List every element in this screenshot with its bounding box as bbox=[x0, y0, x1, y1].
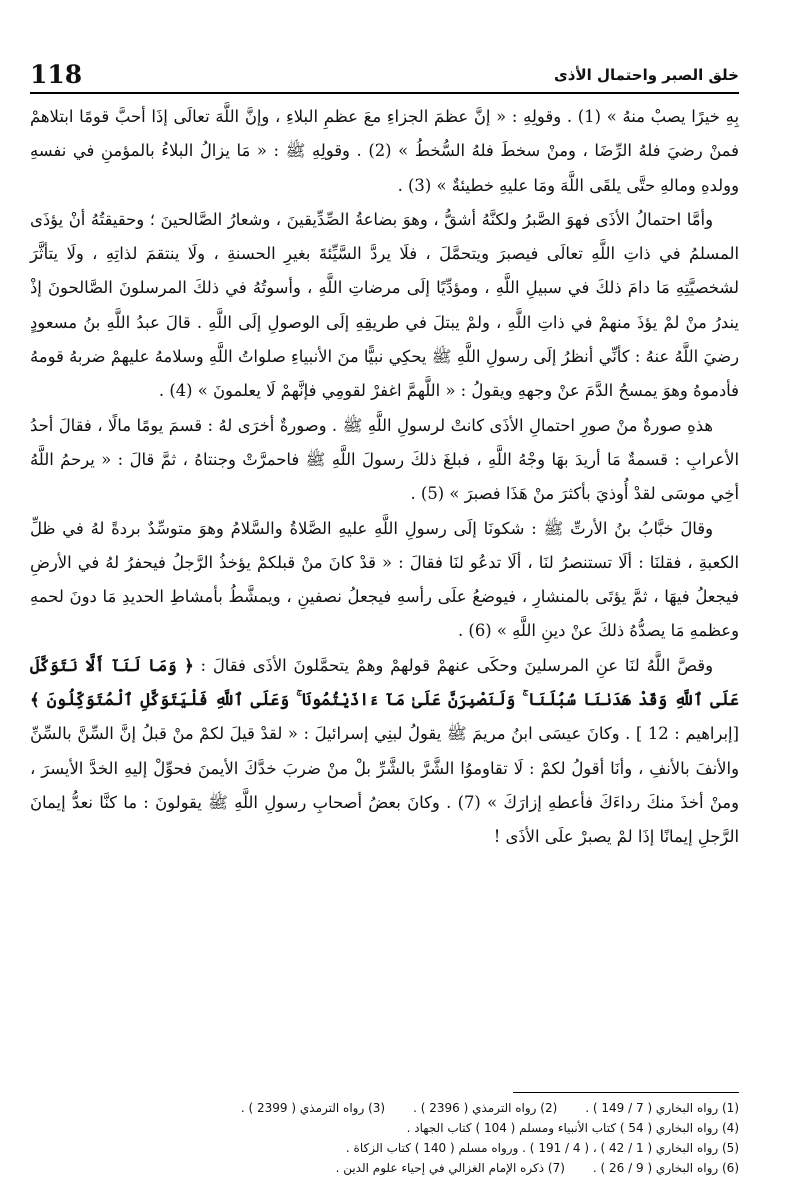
quran-verse: ﴿ وَمَا لَنَآ أَلَّا نَتَوَكَّلَ عَلَى ٱللَّهِ وَقَدْ هَدَىٰنَا سُبُلَنَا ۚ وَلَنَصْبِرَنَّ عَلَىٰ مَآ ءَاذَيْتُمُونَا ۚ وَعَلَى ٱللَّهِ فَلْيَتَوَكَّلِ ٱلْمُتَوَكِّلُونَ ﴾ bbox=[30, 655, 739, 710]
footnote-3: (3) رواه الترمذي ( 2399 ) . bbox=[240, 1101, 386, 1115]
paragraph-3: هذهِ صورةٌ منْ صورِ احتمالِ الأذَى كانتْ لرسولِ اللَّهِ ﷺ . وصورةٌ أخرَى لهُ : قسمَ يومًا مالًا ، فقالَ أحدُ الأعرابِ : قسمةٌ مَا أريدَ بهَا وجْهُ اللَّهِ ، فبلغَ ذلكَ رسولَ اللَّهِ ﷺ فاحمرَّتْ وجنتاهُ ، ثمَّ قالَ : « يرحمُ اللَّهُ أخِي موسَى لقدْ أُوذيَ بأكثرَ منْ هَذَا فصبرَ » (5) . bbox=[30, 415, 739, 504]
footnote-7: (7) ذكره الإمام الغزالي في إحياء علوم الدين . bbox=[335, 1161, 565, 1175]
footnote-row bbox=[30, 1098, 739, 1118]
footnote-row bbox=[30, 1118, 739, 1138]
footnote-row bbox=[30, 1138, 739, 1158]
paragraph-4: وقالَ خبَّابُ بنُ الأرتِّ ﷺ : شكونَا إلَى رسولِ اللَّهِ عليهِ الصَّلاةُ والسَّلامُ وهوَ متوسِّدٌ بردةً لهُ في ظلِّ الكعبةِ ، فقلنَا : ألَا تستنصرُ لنَا ، ألَا تدعُو لنَا فقالَ : « قدْ كانَ منْ قبلكمْ يؤخذُ الرَّجلُ فيحفرُ لهُ في الأرضِ فيجعلُ فيهَا ، ثمَّ يؤتَى بالمنشارِ ، فيوضعُ علَى رأسهِ فيجعلُ نصفينِ ، ويمشَّطُ بأمشاطِ الحديدِ مَا دونَ لحمهِ وعظمهِ مَا يصدُّهُ ذلكَ عنْ دينِ اللَّهِ » (6) . bbox=[30, 518, 739, 641]
footnote-divider bbox=[513, 1092, 739, 1093]
running-title: خلق الصبر واحتمال الأذى bbox=[554, 66, 739, 84]
footnotes bbox=[30, 1098, 739, 1178]
footnote-5: (5) رواه البخاري ( 1 / 42 ) ، ( 4 / 191 ) . ورواه مسلم ( 140 ) كتاب الزكاة . bbox=[345, 1141, 739, 1155]
paragraph-5-continuation: [إبراهيم : 12 ] . وكانَ عيسَى ابنُ مريمَ ﷺ يقولُ لبنِي إسرائيلَ : « لقدْ قيلَ لكمْ منْ قبلُ إنَّ السِّنَّ بالسِّنِّ والأنفَ بالأنفِ ، وأنَا أقولُ لكمْ : لَا تقاوموُا الشَّرَّ بالشَّرِّ بلْ منْ ضربَ خدَّكَ الأيمنَ فحوِّلْ إليهِ الخدَّ الأيسرَ ، ومنْ أخذَ منكَ رداءَكَ فأعطهِ إزارَكَ » (7) . وكانَ بعضُ أصحابِ رسولِ اللَّهِ ﷺ يقولونَ : ما كنَّا نعدُّ إيمانَ الرَّجلِ إيمانًا إذَا لمْ يصبرْ علَى الأذَى ! bbox=[30, 724, 739, 847]
page-number: 118 bbox=[30, 60, 83, 89]
page-header bbox=[30, 58, 739, 94]
paragraph-1: بِهِ خيرًا يصبْ منهُ » (1) . وقولِهِ : « إنَّ عظمَ الجزاءِ معَ عظمِ البلاءِ ، وإنَّ اللَّهَ تعالَى إذَا أحبَّ قومًا ابتلاهمْ فمنْ رضيَ فلهُ الرِّضَا ، ومنْ سخطَ فلهُ السُّخطُ » (2) . وقولِهِ ﷺ : « مَا يزالُ البلاءُ بالمؤمنِ في نفسهِ وولدهِ ومالهِ حتَّى يلقَى اللَّهَ ومَا عليهِ خطيئةٌ » (3) . bbox=[30, 107, 740, 195]
paragraph-5 bbox=[30, 649, 739, 855]
footnote-row bbox=[30, 1158, 739, 1178]
footnote-4: (4) رواه البخاري ( 54 ) كتاب الأنبياء ومسلم ( 104 ) كتاب الجهاد . bbox=[406, 1121, 739, 1135]
footnote-1: (1) رواه البخاري ( 7 / 149 ) . bbox=[585, 1101, 739, 1115]
footnote-6: (6) رواه البخاري ( 9 / 26 ) . bbox=[592, 1161, 739, 1175]
footnote-2: (2) رواه الترمذي ( 2396 ) . bbox=[413, 1101, 558, 1115]
paragraph-2: وأمَّا احتمالُ الأذَى فهوَ الصَّبرُ ولكنَّهُ أشقُّ ، وهوَ بضاعةُ الصِّدِّيقينَ ، وشعارُ الصَّالحينَ ؛ وحقيقتُهُ أنْ يؤذَى المسلمُ في ذاتِ اللَّهِ تعالَى فيصبرَ ويتحمَّلَ ، فلَا يردَّ السَّيِّئةَ بغيرِ الحسنةِ ، ولَا ينتقمَ لذاتِهِ ، ولَا يتأثَّرَ لشخصيَّتِهِ مَا دامَ ذلكَ في سبيلِ اللَّهِ ، ومؤدِّيًا إلَى مرضاتِ اللَّهِ ، وأسوتُهُ في ذلكَ المرسلونَ الصَّالحونَ إذْ يندرُ منْ لمْ يؤذَ منهمْ في ذاتِ اللَّهِ ، ولمْ يبتلَ في طريقِهِ إلَى الوصولِ إلَى اللَّهِ . قالَ عبدُ اللَّهِ بنُ مسعودٍ رضيَ اللَّهُ عنهُ : كأنِّي أنظرُ إلَى رسولِ اللَّهِ ﷺ يحكِي نبيًّا منَ الأنبياءِ صلواتُ اللَّهِ وسلامهُ عليهمْ ضربهُ قومهُ فأدموهُ وهوَ يمسحُ الدَّمَ عنْ وجههِ ويقولُ : « اللَّهمَّ اغفرْ لقومِي فإنَّهمْ لَا يعلمونَ » (4) . bbox=[30, 209, 739, 401]
main-text bbox=[30, 100, 739, 855]
paragraph-5-intro: وقصَّ اللَّهُ لنَا عنِ المرسلينَ وحكَى عنهمْ قولهمْ وهمْ يتحمَّلونَ الأذَى فقالَ : bbox=[193, 655, 713, 675]
